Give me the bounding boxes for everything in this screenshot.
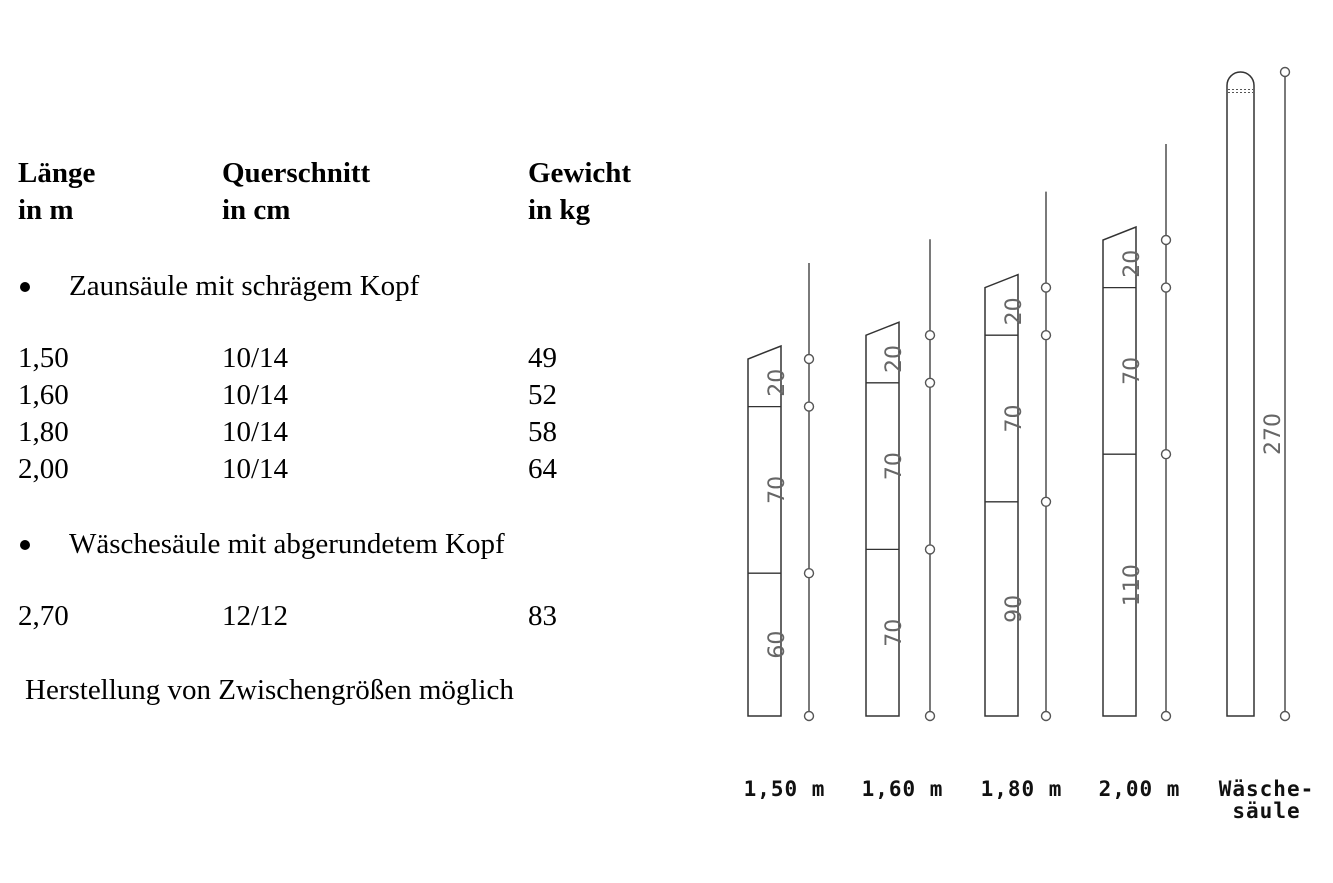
post-label: säule	[1232, 799, 1301, 823]
dimension-label: 110	[1120, 564, 1145, 607]
dimension-marker	[1162, 236, 1171, 245]
dimension-marker	[1042, 497, 1051, 506]
cell-laenge: 1,60	[18, 379, 69, 411]
post-outline	[1227, 72, 1254, 716]
dimension-label: 70	[882, 618, 907, 647]
header-querschnitt-line2: in cm	[222, 194, 291, 226]
dimension-label: 70	[765, 475, 790, 504]
dimension-marker	[805, 712, 814, 721]
dimension-label: 60	[765, 630, 790, 659]
section-title-zaunsaeule: Zaunsäule mit schrägem Kopf	[69, 270, 420, 302]
dimension-marker	[926, 378, 935, 387]
cell-gewicht: 58	[528, 416, 557, 448]
cell-querschnitt: 10/14	[222, 342, 289, 374]
dimension-marker	[1042, 283, 1051, 292]
dimension-marker	[926, 331, 935, 340]
dimension-label: 70	[882, 452, 907, 481]
dimension-label: 20	[1120, 249, 1145, 278]
post-outline	[1103, 227, 1136, 716]
dimension-marker	[1281, 712, 1290, 721]
header-querschnitt-line1: Querschnitt	[222, 157, 371, 189]
cell-querschnitt: 10/14	[222, 453, 289, 485]
dimension-marker	[1281, 68, 1290, 77]
dimension-marker	[1162, 283, 1171, 292]
cell-gewicht: 49	[528, 342, 557, 374]
post-label: 1,50 m	[743, 777, 826, 801]
cell-laenge: 1,80	[18, 416, 69, 448]
dimension-marker	[926, 545, 935, 554]
post-label: 1,60 m	[861, 777, 944, 801]
dimension-label: 270	[1261, 413, 1286, 455]
dimension-marker	[805, 355, 814, 364]
dimension-label: 70	[1120, 356, 1145, 385]
dimension-marker	[805, 569, 814, 578]
cell-laenge: 2,70	[18, 600, 69, 632]
header-gewicht-line1: Gewicht	[528, 157, 632, 189]
dimension-label: 20	[882, 345, 907, 373]
post-label: 1,80 m	[980, 777, 1063, 801]
header-laenge-line1: Länge	[18, 157, 96, 189]
cell-laenge: 1,50	[18, 342, 69, 374]
dimension-marker	[1162, 712, 1171, 721]
cell-gewicht: 64	[528, 453, 557, 485]
section-title-waeschesaeule: Wäschesäule mit abgerundetem Kopf	[69, 528, 505, 560]
cell-gewicht: 52	[528, 379, 557, 411]
dimension-label: 90	[1002, 594, 1027, 623]
cell-gewicht: 83	[528, 600, 557, 632]
footnote: Herstellung von Zwischengrößen möglich	[25, 674, 514, 706]
dimension-marker	[926, 712, 935, 721]
post-label: Wäsche-	[1218, 777, 1315, 801]
dimension-label: 20	[1002, 297, 1027, 326]
post-label: 2,00 m	[1098, 777, 1181, 801]
cell-querschnitt: 12/12	[222, 600, 289, 632]
dimension-label: 20	[765, 368, 790, 397]
cell-laenge: 2,00	[18, 453, 69, 485]
cell-querschnitt: 10/14	[222, 416, 289, 448]
header-gewicht-line2: in kg	[528, 194, 591, 226]
dimension-label: 70	[1002, 404, 1027, 433]
post-outline	[985, 275, 1018, 716]
dimension-marker	[805, 402, 814, 411]
post-outline	[866, 322, 899, 716]
dimension-marker	[1042, 712, 1051, 721]
cell-querschnitt: 10/14	[222, 379, 289, 411]
dimension-marker	[1042, 331, 1051, 340]
dimension-marker	[1162, 450, 1171, 459]
post-outline	[748, 346, 781, 716]
header-laenge-line2: in m	[18, 194, 74, 226]
